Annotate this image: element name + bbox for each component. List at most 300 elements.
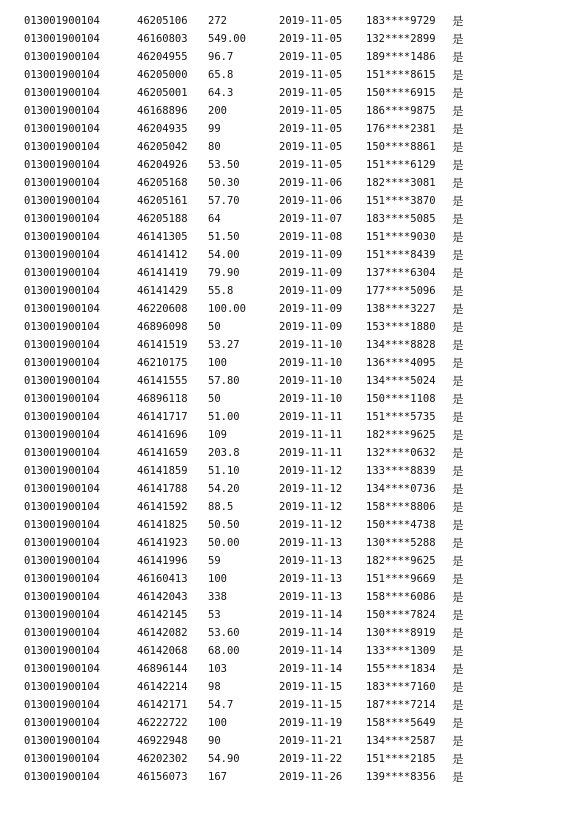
date-cell: 2019-11-10 xyxy=(279,339,343,351)
account-cell: 013001900104 xyxy=(24,537,100,549)
order-id-cell: 46205106 xyxy=(137,15,188,27)
table-row xyxy=(0,768,561,786)
amount-cell: 59 xyxy=(208,555,221,567)
table-row xyxy=(0,714,561,732)
date-cell: 2019-11-06 xyxy=(279,195,343,207)
phone-cell: 133****8839 xyxy=(366,465,436,477)
status-flag-cell: 是 xyxy=(452,536,464,550)
status-flag-cell: 是 xyxy=(452,626,464,640)
table-row xyxy=(0,66,561,84)
account-cell: 013001900104 xyxy=(24,501,100,513)
amount-cell: 50.00 xyxy=(208,537,240,549)
table-row xyxy=(0,642,561,660)
date-cell: 2019-11-05 xyxy=(279,105,343,117)
amount-cell: 80 xyxy=(208,141,221,153)
order-id-cell: 46205042 xyxy=(137,141,188,153)
table-row xyxy=(0,480,561,498)
account-cell: 013001900104 xyxy=(24,267,100,279)
amount-cell: 50 xyxy=(208,321,221,333)
amount-cell: 100 xyxy=(208,357,227,369)
status-flag-cell: 是 xyxy=(452,446,464,460)
status-flag-cell: 是 xyxy=(452,158,464,172)
date-cell: 2019-11-09 xyxy=(279,285,343,297)
date-cell: 2019-11-05 xyxy=(279,123,343,135)
date-cell: 2019-11-10 xyxy=(279,375,343,387)
status-flag-cell: 是 xyxy=(452,518,464,532)
phone-cell: 139****8356 xyxy=(366,771,436,783)
date-cell: 2019-11-08 xyxy=(279,231,343,243)
status-flag-cell: 是 xyxy=(452,122,464,136)
date-cell: 2019-11-12 xyxy=(279,519,343,531)
account-cell: 013001900104 xyxy=(24,375,100,387)
date-cell: 2019-11-12 xyxy=(279,501,343,513)
phone-cell: 151****5735 xyxy=(366,411,436,423)
phone-cell: 151****9030 xyxy=(366,231,436,243)
order-id-cell: 46205000 xyxy=(137,69,188,81)
status-flag-cell: 是 xyxy=(452,266,464,280)
phone-cell: 182****9625 xyxy=(366,555,436,567)
table-row xyxy=(0,588,561,606)
table-row xyxy=(0,138,561,156)
order-id-cell: 46141825 xyxy=(137,519,188,531)
amount-cell: 65.8 xyxy=(208,69,234,81)
order-id-cell: 46141659 xyxy=(137,447,188,459)
status-flag-cell: 是 xyxy=(452,392,464,406)
amount-cell: 51.50 xyxy=(208,231,240,243)
amount-cell: 100.00 xyxy=(208,303,246,315)
phone-cell: 187****7214 xyxy=(366,699,436,711)
table-row xyxy=(0,552,561,570)
amount-cell: 51.10 xyxy=(208,465,240,477)
account-cell: 013001900104 xyxy=(24,573,100,585)
status-flag-cell: 是 xyxy=(452,320,464,334)
status-flag-cell: 是 xyxy=(452,374,464,388)
date-cell: 2019-11-05 xyxy=(279,87,343,99)
table-row xyxy=(0,84,561,102)
table-row xyxy=(0,48,561,66)
phone-cell: 134****5024 xyxy=(366,375,436,387)
account-cell: 013001900104 xyxy=(24,303,100,315)
date-cell: 2019-11-11 xyxy=(279,429,343,441)
account-cell: 013001900104 xyxy=(24,231,100,243)
phone-cell: 182****3081 xyxy=(366,177,436,189)
amount-cell: 203.8 xyxy=(208,447,240,459)
status-flag-cell: 是 xyxy=(452,14,464,28)
table-row xyxy=(0,354,561,372)
date-cell: 2019-11-05 xyxy=(279,51,343,63)
order-id-cell: 46896118 xyxy=(137,393,188,405)
date-cell: 2019-11-06 xyxy=(279,177,343,189)
table-row xyxy=(0,444,561,462)
amount-cell: 53.60 xyxy=(208,627,240,639)
phone-cell: 150****7824 xyxy=(366,609,436,621)
amount-cell: 96.7 xyxy=(208,51,234,63)
phone-cell: 134****2587 xyxy=(366,735,436,747)
account-cell: 013001900104 xyxy=(24,51,100,63)
table-row xyxy=(0,156,561,174)
order-id-cell: 46141996 xyxy=(137,555,188,567)
table-row xyxy=(0,696,561,714)
account-cell: 013001900104 xyxy=(24,123,100,135)
order-id-cell: 46142145 xyxy=(137,609,188,621)
table-row xyxy=(0,174,561,192)
date-cell: 2019-11-09 xyxy=(279,249,343,261)
amount-cell: 167 xyxy=(208,771,227,783)
order-id-cell: 46141429 xyxy=(137,285,188,297)
amount-cell: 100 xyxy=(208,717,227,729)
phone-cell: 158****8806 xyxy=(366,501,436,513)
phone-cell: 133****1309 xyxy=(366,645,436,657)
order-id-cell: 46142068 xyxy=(137,645,188,657)
status-flag-cell: 是 xyxy=(452,410,464,424)
table-row xyxy=(0,228,561,246)
status-flag-cell: 是 xyxy=(452,140,464,154)
status-flag-cell: 是 xyxy=(452,176,464,190)
table-row xyxy=(0,516,561,534)
date-cell: 2019-11-10 xyxy=(279,357,343,369)
order-id-cell: 46141305 xyxy=(137,231,188,243)
account-cell: 013001900104 xyxy=(24,15,100,27)
account-cell: 013001900104 xyxy=(24,159,100,171)
status-flag-cell: 是 xyxy=(452,230,464,244)
amount-cell: 99 xyxy=(208,123,221,135)
account-cell: 013001900104 xyxy=(24,645,100,657)
amount-cell: 272 xyxy=(208,15,227,27)
status-flag-cell: 是 xyxy=(452,734,464,748)
date-cell: 2019-11-13 xyxy=(279,555,343,567)
date-cell: 2019-11-11 xyxy=(279,447,343,459)
phone-cell: 151****8615 xyxy=(366,69,436,81)
amount-cell: 55.8 xyxy=(208,285,234,297)
status-flag-cell: 是 xyxy=(452,212,464,226)
account-cell: 013001900104 xyxy=(24,771,100,783)
order-id-cell: 46205188 xyxy=(137,213,188,225)
phone-cell: 183****7160 xyxy=(366,681,436,693)
order-id-cell: 46141923 xyxy=(137,537,188,549)
order-id-cell: 46922948 xyxy=(137,735,188,747)
order-id-cell: 46142082 xyxy=(137,627,188,639)
order-id-cell: 46160413 xyxy=(137,573,188,585)
status-flag-cell: 是 xyxy=(452,194,464,208)
account-cell: 013001900104 xyxy=(24,483,100,495)
phone-cell: 136****4095 xyxy=(366,357,436,369)
order-id-cell: 46204926 xyxy=(137,159,188,171)
status-flag-cell: 是 xyxy=(452,302,464,316)
order-id-cell: 46141592 xyxy=(137,501,188,513)
order-id-cell: 46141696 xyxy=(137,429,188,441)
amount-cell: 549.00 xyxy=(208,33,246,45)
date-cell: 2019-11-19 xyxy=(279,717,343,729)
account-cell: 013001900104 xyxy=(24,609,100,621)
date-cell: 2019-11-10 xyxy=(279,393,343,405)
order-id-cell: 46205168 xyxy=(137,177,188,189)
amount-cell: 64 xyxy=(208,213,221,225)
order-id-cell: 46141717 xyxy=(137,411,188,423)
account-cell: 013001900104 xyxy=(24,177,100,189)
date-cell: 2019-11-22 xyxy=(279,753,343,765)
account-cell: 013001900104 xyxy=(24,87,100,99)
table-row xyxy=(0,390,561,408)
date-cell: 2019-11-13 xyxy=(279,591,343,603)
phone-cell: 158****5649 xyxy=(366,717,436,729)
phone-cell: 189****1486 xyxy=(366,51,436,63)
table-row xyxy=(0,264,561,282)
order-id-cell: 46142214 xyxy=(137,681,188,693)
amount-cell: 53 xyxy=(208,609,221,621)
table-row xyxy=(0,534,561,552)
date-cell: 2019-11-05 xyxy=(279,159,343,171)
date-cell: 2019-11-14 xyxy=(279,663,343,675)
records-table xyxy=(0,12,561,786)
date-cell: 2019-11-09 xyxy=(279,303,343,315)
phone-cell: 150****6915 xyxy=(366,87,436,99)
date-cell: 2019-11-07 xyxy=(279,213,343,225)
status-flag-cell: 是 xyxy=(452,284,464,298)
order-id-cell: 46202302 xyxy=(137,753,188,765)
order-id-cell: 46204935 xyxy=(137,123,188,135)
phone-cell: 176****2381 xyxy=(366,123,436,135)
status-flag-cell: 是 xyxy=(452,572,464,586)
order-id-cell: 46142043 xyxy=(137,591,188,603)
order-id-cell: 46160803 xyxy=(137,33,188,45)
order-id-cell: 46205001 xyxy=(137,87,188,99)
amount-cell: 103 xyxy=(208,663,227,675)
status-flag-cell: 是 xyxy=(452,86,464,100)
status-flag-cell: 是 xyxy=(452,356,464,370)
table-row xyxy=(0,192,561,210)
phone-cell: 183****5085 xyxy=(366,213,436,225)
table-row xyxy=(0,318,561,336)
table-row xyxy=(0,300,561,318)
phone-cell: 137****6304 xyxy=(366,267,436,279)
account-cell: 013001900104 xyxy=(24,555,100,567)
order-id-cell: 46896098 xyxy=(137,321,188,333)
status-flag-cell: 是 xyxy=(452,32,464,46)
account-cell: 013001900104 xyxy=(24,33,100,45)
phone-cell: 130****5288 xyxy=(366,537,436,549)
amount-cell: 54.00 xyxy=(208,249,240,261)
status-flag-cell: 是 xyxy=(452,338,464,352)
amount-cell: 90 xyxy=(208,735,221,747)
status-flag-cell: 是 xyxy=(452,248,464,262)
date-cell: 2019-11-26 xyxy=(279,771,343,783)
order-id-cell: 46141419 xyxy=(137,267,188,279)
table-row xyxy=(0,624,561,642)
table-row xyxy=(0,750,561,768)
status-flag-cell: 是 xyxy=(452,500,464,514)
status-flag-cell: 是 xyxy=(452,50,464,64)
table-row xyxy=(0,462,561,480)
amount-cell: 50 xyxy=(208,393,221,405)
table-row xyxy=(0,570,561,588)
account-cell: 013001900104 xyxy=(24,699,100,711)
phone-cell: 151****3870 xyxy=(366,195,436,207)
table-row xyxy=(0,246,561,264)
account-cell: 013001900104 xyxy=(24,753,100,765)
status-flag-cell: 是 xyxy=(452,644,464,658)
order-id-cell: 46141555 xyxy=(137,375,188,387)
table-row xyxy=(0,12,561,30)
status-flag-cell: 是 xyxy=(452,662,464,676)
account-cell: 013001900104 xyxy=(24,195,100,207)
amount-cell: 54.20 xyxy=(208,483,240,495)
table-row xyxy=(0,660,561,678)
date-cell: 2019-11-21 xyxy=(279,735,343,747)
amount-cell: 57.70 xyxy=(208,195,240,207)
account-cell: 013001900104 xyxy=(24,285,100,297)
date-cell: 2019-11-13 xyxy=(279,537,343,549)
table-row xyxy=(0,732,561,750)
order-id-cell: 46141788 xyxy=(137,483,188,495)
status-flag-cell: 是 xyxy=(452,770,464,784)
date-cell: 2019-11-09 xyxy=(279,321,343,333)
amount-cell: 79.90 xyxy=(208,267,240,279)
date-cell: 2019-11-05 xyxy=(279,141,343,153)
phone-cell: 186****9875 xyxy=(366,105,436,117)
date-cell: 2019-11-05 xyxy=(279,33,343,45)
amount-cell: 109 xyxy=(208,429,227,441)
account-cell: 013001900104 xyxy=(24,339,100,351)
order-id-cell: 46141519 xyxy=(137,339,188,351)
phone-cell: 150****4738 xyxy=(366,519,436,531)
phone-cell: 177****5096 xyxy=(366,285,436,297)
phone-cell: 151****2185 xyxy=(366,753,436,765)
order-id-cell: 46210175 xyxy=(137,357,188,369)
phone-cell: 138****3227 xyxy=(366,303,436,315)
status-flag-cell: 是 xyxy=(452,680,464,694)
account-cell: 013001900104 xyxy=(24,249,100,261)
account-cell: 013001900104 xyxy=(24,627,100,639)
account-cell: 013001900104 xyxy=(24,681,100,693)
amount-cell: 53.50 xyxy=(208,159,240,171)
amount-cell: 64.3 xyxy=(208,87,234,99)
amount-cell: 54.90 xyxy=(208,753,240,765)
account-cell: 013001900104 xyxy=(24,591,100,603)
table-row xyxy=(0,498,561,516)
amount-cell: 54.7 xyxy=(208,699,234,711)
account-cell: 013001900104 xyxy=(24,465,100,477)
account-cell: 013001900104 xyxy=(24,141,100,153)
date-cell: 2019-11-11 xyxy=(279,411,343,423)
date-cell: 2019-11-12 xyxy=(279,483,343,495)
amount-cell: 88.5 xyxy=(208,501,234,513)
phone-cell: 151****8439 xyxy=(366,249,436,261)
order-id-cell: 46896144 xyxy=(137,663,188,675)
table-row xyxy=(0,372,561,390)
account-cell: 013001900104 xyxy=(24,447,100,459)
phone-cell: 158****6086 xyxy=(366,591,436,603)
account-cell: 013001900104 xyxy=(24,519,100,531)
account-cell: 013001900104 xyxy=(24,393,100,405)
status-flag-cell: 是 xyxy=(452,464,464,478)
table-row xyxy=(0,678,561,696)
amount-cell: 50.30 xyxy=(208,177,240,189)
date-cell: 2019-11-14 xyxy=(279,627,343,639)
status-flag-cell: 是 xyxy=(452,68,464,82)
order-id-cell: 46141859 xyxy=(137,465,188,477)
account-cell: 013001900104 xyxy=(24,105,100,117)
order-id-cell: 46220608 xyxy=(137,303,188,315)
phone-cell: 153****1880 xyxy=(366,321,436,333)
amount-cell: 50.50 xyxy=(208,519,240,531)
status-flag-cell: 是 xyxy=(452,104,464,118)
amount-cell: 338 xyxy=(208,591,227,603)
order-id-cell: 46142171 xyxy=(137,699,188,711)
account-cell: 013001900104 xyxy=(24,321,100,333)
phone-cell: 151****6129 xyxy=(366,159,436,171)
status-flag-cell: 是 xyxy=(452,590,464,604)
phone-cell: 150****1108 xyxy=(366,393,436,405)
amount-cell: 53.27 xyxy=(208,339,240,351)
account-cell: 013001900104 xyxy=(24,69,100,81)
order-id-cell: 46141412 xyxy=(137,249,188,261)
date-cell: 2019-11-14 xyxy=(279,609,343,621)
table-row xyxy=(0,102,561,120)
date-cell: 2019-11-05 xyxy=(279,15,343,27)
account-cell: 013001900104 xyxy=(24,411,100,423)
date-cell: 2019-11-15 xyxy=(279,681,343,693)
table-row xyxy=(0,30,561,48)
status-flag-cell: 是 xyxy=(452,752,464,766)
table-row xyxy=(0,606,561,624)
phone-cell: 134****0736 xyxy=(366,483,436,495)
date-cell: 2019-11-12 xyxy=(279,465,343,477)
date-cell: 2019-11-14 xyxy=(279,645,343,657)
phone-cell: 150****8861 xyxy=(366,141,436,153)
order-id-cell: 46222722 xyxy=(137,717,188,729)
phone-cell: 132****2899 xyxy=(366,33,436,45)
phone-cell: 151****9669 xyxy=(366,573,436,585)
amount-cell: 98 xyxy=(208,681,221,693)
phone-cell: 134****8828 xyxy=(366,339,436,351)
phone-cell: 182****9625 xyxy=(366,429,436,441)
account-cell: 013001900104 xyxy=(24,357,100,369)
phone-cell: 130****8919 xyxy=(366,627,436,639)
status-flag-cell: 是 xyxy=(452,482,464,496)
date-cell: 2019-11-15 xyxy=(279,699,343,711)
date-cell: 2019-11-09 xyxy=(279,267,343,279)
order-id-cell: 46205161 xyxy=(137,195,188,207)
table-row xyxy=(0,336,561,354)
order-id-cell: 46168896 xyxy=(137,105,188,117)
status-flag-cell: 是 xyxy=(452,698,464,712)
date-cell: 2019-11-13 xyxy=(279,573,343,585)
amount-cell: 68.00 xyxy=(208,645,240,657)
table-row xyxy=(0,282,561,300)
account-cell: 013001900104 xyxy=(24,735,100,747)
amount-cell: 57.80 xyxy=(208,375,240,387)
amount-cell: 200 xyxy=(208,105,227,117)
status-flag-cell: 是 xyxy=(452,428,464,442)
account-cell: 013001900104 xyxy=(24,213,100,225)
phone-cell: 132****0632 xyxy=(366,447,436,459)
status-flag-cell: 是 xyxy=(452,554,464,568)
status-flag-cell: 是 xyxy=(452,608,464,622)
account-cell: 013001900104 xyxy=(24,717,100,729)
order-id-cell: 46204955 xyxy=(137,51,188,63)
account-cell: 013001900104 xyxy=(24,429,100,441)
status-flag-cell: 是 xyxy=(452,716,464,730)
phone-cell: 155****1834 xyxy=(366,663,436,675)
table-row xyxy=(0,210,561,228)
date-cell: 2019-11-05 xyxy=(279,69,343,81)
order-id-cell: 46156073 xyxy=(137,771,188,783)
table-row xyxy=(0,408,561,426)
account-cell: 013001900104 xyxy=(24,663,100,675)
amount-cell: 51.00 xyxy=(208,411,240,423)
table-row xyxy=(0,426,561,444)
amount-cell: 100 xyxy=(208,573,227,585)
